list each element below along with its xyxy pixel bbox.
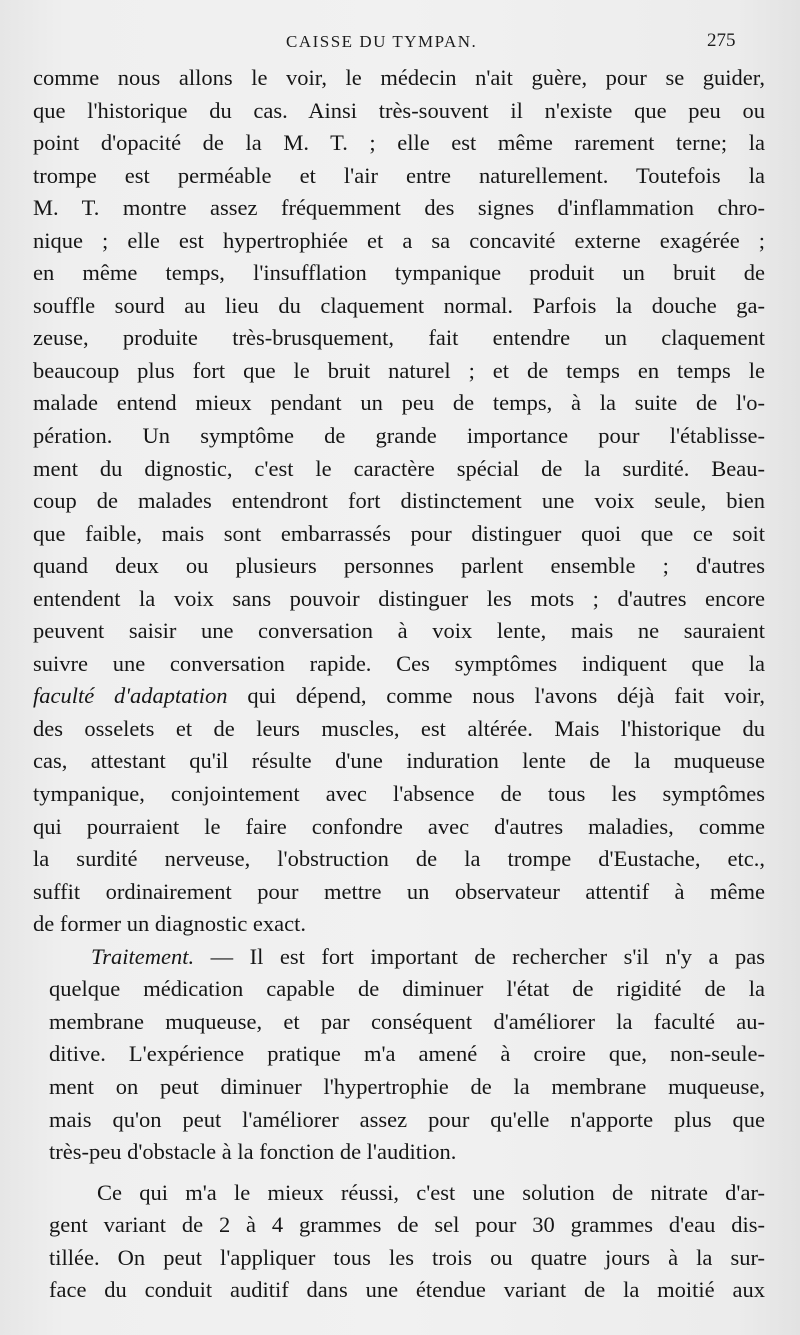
text-line: gent variant de 2 à 4 grammes de sel pour 30 grammes d'eau dis-: [49, 1212, 765, 1238]
text-line: des osselets et de leurs muscles, est altérée. Mais l'historique du: [33, 715, 765, 741]
body-text: [33, 62, 765, 1307]
text-line: membrane muqueuse, et par conséquent d'améliorer la faculté au-: [49, 1008, 765, 1034]
text-line: face du conduit auditif dans une étendue variant de la moitié aux: [49, 1277, 765, 1303]
text-line: peuvent saisir une conversation à voix lente, mais ne sauraient: [33, 618, 765, 644]
italic-term: faculté d'adaptation: [33, 683, 228, 709]
text-line: très-peu d'obstacle à la fonction de l'audition.: [49, 1139, 457, 1165]
text-line: de former un diagnostic exact.: [33, 911, 307, 937]
text-line: tympanique, conjointement avec l'absence de tous les symptômes: [33, 781, 765, 807]
text-line: souffle sourd au lieu du claquement normal. Parfois la douche ga-: [33, 292, 765, 318]
section-lead: Traitement.: [91, 943, 195, 969]
text-line: pération. Un symptôme de grande importance pour l'établisse-: [33, 423, 765, 449]
text-fragment: — Il est fort important de rechercher s'il n'y a pas: [194, 943, 765, 969]
text-line: M. T. montre assez fréquemment des signes d'inflammation chro-: [33, 195, 765, 221]
text-line: [33, 680, 765, 713]
text-line: ment du dignostic, c'est le caractère spécial de la surdité. Beau-: [33, 455, 765, 481]
text-line: comme nous allons le voir, le médecin n'ait guère, pour se guider,: [33, 65, 765, 90]
text-line: suffit ordinairement pour mettre un observateur attentif à même: [33, 878, 765, 904]
text-line: en même temps, l'insufflation tympanique produit un bruit de: [33, 260, 765, 286]
text-line: ditive. L'expérience pratique m'a amené à croire que, non-seule-: [49, 1041, 765, 1067]
paragraph-2: [33, 941, 765, 1169]
text-line: suivre une conversation rapide. Ces symptômes indiquent que la: [33, 650, 765, 676]
text-line: quelque médication capable de diminuer l'état de rigidité de la: [49, 976, 765, 1002]
paragraph-gap: [33, 1169, 765, 1177]
page-number: 275: [707, 30, 736, 51]
text-line: tillée. On peut l'appliquer tous les trois ou quatre jours à la sur-: [49, 1244, 765, 1270]
text-line: zeuse, produite très-brusquement, fait entendre un claquement: [33, 325, 765, 351]
paragraph-1: [33, 62, 765, 941]
text-line: que l'historique du cas. Ainsi très-souvent il n'existe que peu ou: [33, 97, 765, 123]
text-line: [49, 941, 765, 974]
text-line: ment on peut diminuer l'hypertrophie de la membrane muqueuse,: [49, 1073, 765, 1099]
text-line: la surdité nerveuse, l'obstruction de la trompe d'Eustache, etc.,: [33, 846, 765, 872]
text-line: que faible, mais sont embarrassés pour distinguer quoi que ce soit: [33, 520, 765, 546]
text-line: nique ; elle est hypertrophiée et a sa concavité externe exagérée ;: [33, 227, 765, 253]
text-fragment: qui dépend, comme nous l'avons déjà fait voir,: [227, 683, 765, 709]
text-line: trompe est perméable et l'air entre naturellement. Toutefois la: [33, 162, 765, 188]
paragraph-3: [33, 1177, 765, 1307]
text-line: malade entend mieux pendant un peu de temps, à la suite de l'o-: [33, 390, 765, 416]
text-line: coup de malades entendront fort distinctement une voix seule, bien: [33, 488, 765, 514]
text-line: quand deux ou plusieurs personnes parlent ensemble ; d'autres: [33, 553, 765, 579]
text-line: beaucoup plus fort que le bruit naturel ; et de temps en temps le: [33, 357, 765, 383]
text-line: Ce qui m'a le mieux réussi, c'est une solution de nitrate d'ar-: [97, 1179, 765, 1205]
text-line: cas, attestant qu'il résulte d'une induration lente de la muqueuse: [33, 748, 765, 774]
running-title: CAISSE DU TYMPAN.: [286, 32, 478, 51]
text-line: qui pourraient le faire confondre avec d'autres maladies, comme: [33, 813, 765, 839]
page-header: [0, 30, 800, 58]
text-line: mais qu'on peut l'améliorer assez pour qu'elle n'apporte plus que: [49, 1106, 765, 1132]
text-line: point d'opacité de la M. T. ; elle est même rarement terne; la: [33, 130, 765, 156]
text-line: entendent la voix sans pouvoir distinguer les mots ; d'autres encore: [33, 585, 765, 611]
